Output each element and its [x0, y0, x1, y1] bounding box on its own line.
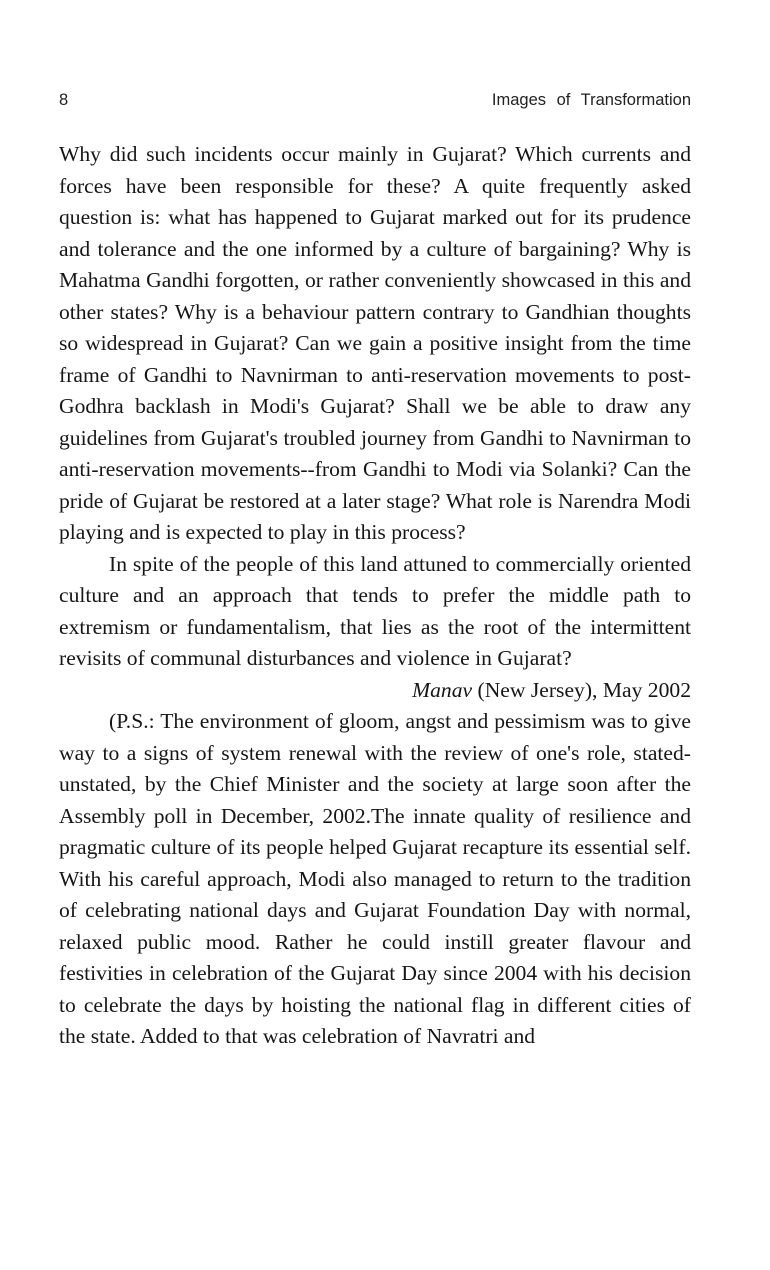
signature-author: Manav — [412, 677, 473, 702]
page-number: 8 — [59, 91, 69, 109]
running-head — [59, 91, 691, 113]
signature-place-date: (New Jersey), May 2002 — [472, 677, 691, 702]
signature-line — [59, 675, 691, 707]
book-title: Images of Transformation — [491, 91, 691, 109]
body-text — [59, 139, 691, 1053]
paragraph-postscript: (P.S.: The environment of gloom, angst and pessimism was to give way to a signs of system renewal with the review of one's role, stated-unstated, by the Chief Minister and the society at large soon after the Assembly poll in December, 2002.The innate quality of resilience and pragmatic culture of its people helped Gujarat recapture its essential self. With his careful approach, Modi also managed to return to the tradition of celebrating national days and Gujarat Foundation Day with normal, relaxed public mood. Rather he could instill greater flavour and festivities in celebration of the Gujarat Day since 2004 with his decision to celebrate the days by hoisting the national flag in different cities of the state. Added to that was celebration of Navratri and — [59, 709, 691, 1048]
paragraph-in-spite: In spite of the people of this land attuned to commercially oriented culture and an approach that tends to prefer the middle path to extremism or fundamentalism, that lies as the root of the intermittent revisits of communal disturbances and violence in Gujarat? — [59, 551, 691, 670]
paragraph-questions: Why did such incidents occur mainly in Gujarat? Which currents and forces have been responsible for these? A quite frequently asked question is: what has happened to Gujarat marked out for its prudence and tolerance and the one informed by a culture of bargaining? Why is Mahatma Gandhi forgotten, or rather conveniently showcased in this and other states? Why is a behaviour pattern contrary to Gandhian thoughts so widespread in Gujarat? Can we gain a positive insight from the time frame of Gandhi to Navnirman to anti-reservation movements to post-Godhra backlash in Modi's Gujarat? Shall we be able to draw any guidelines from Gujarat's troubled journey from Gandhi to Navnirman to anti-reservation movements--from Gandhi to Modi via Solanki? Can the pride of Gujarat be restored at a later stage? What role is Narendra Modi playing and is expected to play in this process? — [59, 142, 691, 544]
